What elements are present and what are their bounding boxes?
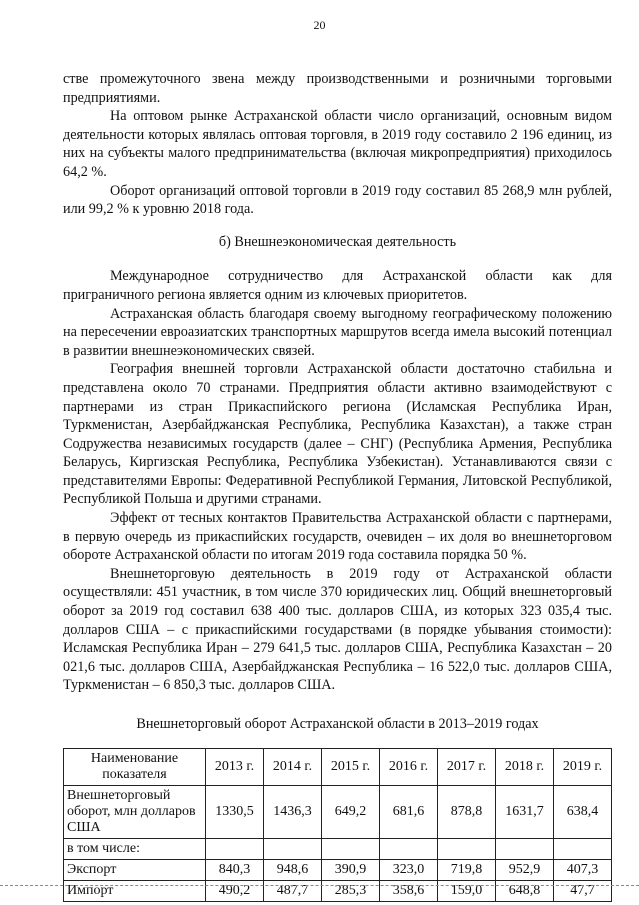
table-cell: 323,0 — [380, 859, 438, 880]
page-bottom-divider — [0, 885, 639, 886]
paragraph: стве промежуточного звена между производственными и розничными торговыми предприятиями. — [63, 71, 612, 106]
table-cell — [554, 838, 612, 859]
trade-turnover-table — [63, 748, 612, 902]
paragraph: География внешней торговли Астраханской области достаточно стабильна и представлена около 70 странами. Предприятия области активно взаимодействуют с партнерами из стран Прикаспийского региона (Исламская Республика Иран, Туркменистан, Азербайджанская Республика, Республика Казахстан), а также стран Содружества независимых государств (далее – СНГ) (Республика Армения, Республика Беларусь, Киргизская Республика, Республика Узбекистан). Устанавливаются связи с представителями Европы: Федеративной Республикой Германия, Литовской Республикой, Республикой Польша и другими странами. — [63, 361, 612, 508]
paragraph: Эффект от тесных контактов Правительства Астраханской области с партнерами, в первую очередь из прикаспийских государств, очевиден – их доля во внешнеторговом обороте Астраханской области по итогам 2019 года составила порядка 50 %. — [63, 510, 612, 564]
table-cell: 159,0 — [438, 880, 496, 901]
table-header-cell: 2016 г. — [380, 748, 438, 785]
table-row — [64, 859, 612, 880]
paragraph: Международное сотрудничество для Астраханской области как для приграничного региона является одним из ключевых приоритетов. — [63, 268, 612, 303]
table-cell: 1330,5 — [206, 785, 264, 838]
table-cell: 490,2 — [206, 880, 264, 901]
table-cell: 719,8 — [438, 859, 496, 880]
table-cell — [206, 838, 264, 859]
page-number: 20 — [313, 18, 326, 32]
table-cell-label: Импорт — [64, 880, 206, 901]
paragraph: Оборот организаций оптовой торговли в 2019 году составил 85 268,9 млн рублей, или 99,2 % к уровню 2018 года. — [63, 182, 612, 218]
table-cell: 948,6 — [264, 859, 322, 880]
table-cell: 1436,3 — [264, 785, 322, 838]
table-cell — [264, 838, 322, 859]
table-cell-label: в том числе: — [64, 838, 206, 859]
section-heading: б) Внешнеэкономическая деятельность — [218, 233, 457, 250]
table-cell — [322, 838, 380, 859]
table-cell: 47,7 — [554, 880, 612, 901]
table-cell — [380, 838, 438, 859]
table-header-cell: 2017 г. — [438, 748, 496, 785]
table-header-cell: Наименование показателя — [64, 748, 206, 785]
table-cell: 407,3 — [554, 859, 612, 880]
paragraph: Внешнеторговую деятельность в 2019 году от Астраханской области осуществляли: 451 участник, в том числе 370 юридических лиц. Общий внешнеторговый оборот за 2019 год составил 638 400 тыс. долларов США, из которых 323 035,4 тыс. долларов США – с прикаспийскими государствами (в порядке убывания стоимости): Исламская Республика Иран – 279 641,5 тыс. долларов США, Республика Казахстан – 20 021,6 тыс. долларов США, Азербайджанская Республика – 16 522,0 тыс. долларов США, Туркменистан – 6 850,3 тыс. долларов США. — [63, 565, 612, 694]
table-header-cell: 2013 г. — [206, 748, 264, 785]
table-cell: 487,7 — [264, 880, 322, 901]
table-cell-label: Экспорт — [64, 859, 206, 880]
table-cell: 649,2 — [322, 785, 380, 838]
table-cell — [496, 838, 554, 859]
table-caption: Внешнеторговый оборот Астраханской области в 2013–2019 годах — [136, 716, 539, 732]
table-cell: 840,3 — [206, 859, 264, 880]
table-header-cell: 2019 г. — [554, 748, 612, 785]
table-cell: 358,6 — [380, 880, 438, 901]
table-cell: 681,6 — [380, 785, 438, 838]
table-row — [64, 785, 612, 838]
table-header-cell: 2015 г. — [322, 748, 380, 785]
body-text — [63, 70, 612, 902]
table-header-cell: 2018 г. — [496, 748, 554, 785]
table-row — [64, 838, 612, 859]
table-cell: 390,9 — [322, 859, 380, 880]
table-cell: 952,9 — [496, 859, 554, 880]
table-header-row — [64, 748, 612, 785]
table-cell: 648,8 — [496, 880, 554, 901]
table-cell — [438, 838, 496, 859]
paragraph: Астраханская область благодаря своему выгодному географическому положению на пересечении евроазиатских транспортных маршрутов всегда имела высокий потенциал в развитии внешнеэкономических связей. — [63, 305, 612, 359]
table-row — [64, 880, 612, 901]
table-cell: 1631,7 — [496, 785, 554, 838]
table-cell: 285,3 — [322, 880, 380, 901]
table-cell-label: Внешнеторговый оборот, млн долларов США — [64, 785, 206, 838]
table-header-cell: 2014 г. — [264, 748, 322, 785]
table-cell: 638,4 — [554, 785, 612, 838]
paragraph: На оптовом рынке Астраханской области число организаций, основным видом деятельности которых являлась оптовая торговля, в 2019 году составило 2 196 единиц, из них на субъекты малого предпринимательства (включая микропредприятия) приходилось 64,2 %. — [63, 108, 612, 180]
table-cell: 878,8 — [438, 785, 496, 838]
